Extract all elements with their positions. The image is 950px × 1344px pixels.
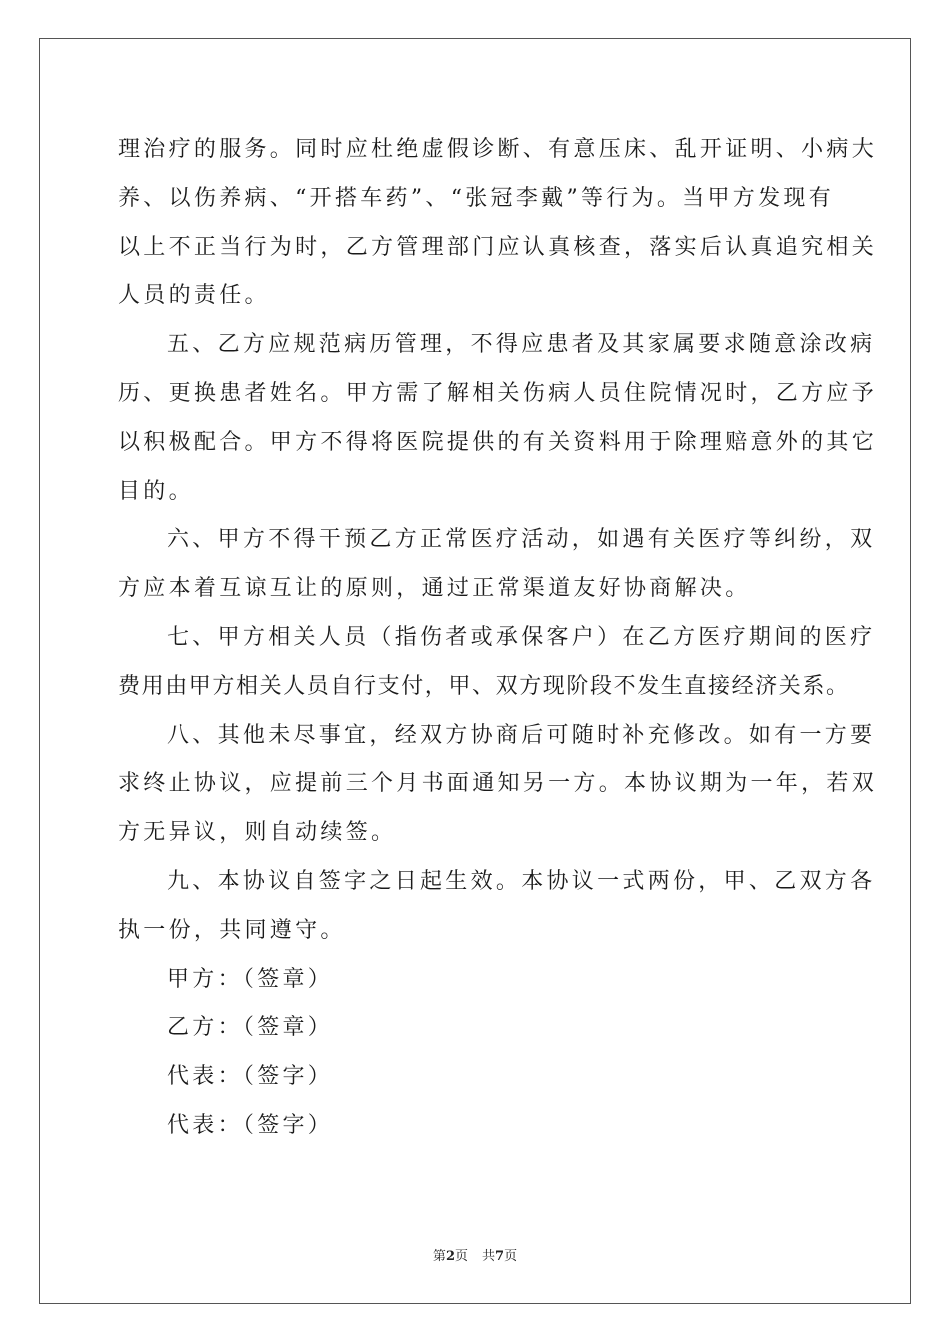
signature-party-a: 甲方：（签章） [167,966,334,992]
paragraph-line: 以积极配合。甲方不得将医院提供的有关资料用于除理赔意外的其它 [118,429,878,455]
footer-page-word: 页 [454,1249,468,1264]
clause-8-line: 八、其他未尽事宜，经双方协商后可随时补充修改。如有一方要 [167,722,876,748]
clause-6-line: 六、甲方不得干预乙方正常医疗活动，如遇有关医疗等纠纷，双 [167,527,876,553]
clause-5-line: 五、乙方应规范病历管理，不得应患者及其家属要求随意涂改病 [167,332,876,358]
paragraph-line: 历、更换患者姓名。甲方需了解相关伤病人员住院情况时，乙方应予 [118,380,878,406]
document-body [118,126,878,1151]
paragraph-line: 理治疗的服务。同时应杜绝虚假诊断、有意压床、乱开证明、小病大 [118,137,878,162]
signature-representative-a: 代表：（签字） [167,1064,334,1090]
paragraph-line: 方应本着互谅互让的原则，通过正常渠道友好协商解决。 [118,576,751,602]
total-pages-number: 7 [495,1249,505,1264]
paragraph-line: 人员的责任。 [118,283,270,309]
clause-7-line: 七、甲方相关人员（指伤者或承保客户）在乙方医疗期间的医疗 [167,624,876,650]
footer-prefix: 第 [432,1249,446,1264]
paragraph-line: 目的。 [118,478,194,504]
footer-total-suffix: 页 [504,1249,518,1264]
paragraph-line: 养、以伤养病、“开搭车药”、“张冠李戴”等行为。当甲方发现有 [118,185,834,211]
page-footer [0,1248,950,1266]
paragraph-line: 求终止协议，应提前三个月书面通知另一方。本协议期为一年，若双 [118,771,878,797]
signature-party-b: 乙方：（签章） [167,1015,334,1041]
clause-9-line: 九、本协议自签字之日起生效。本协议一式两份，甲、乙双方各 [167,868,876,894]
paragraph-line: 方无异议，则自动续签。 [118,820,397,846]
paragraph-line: 以上不正当行为时，乙方管理部门应认真核查，落实后认真追究相关 [118,234,878,260]
footer-total-prefix: 共 [482,1249,496,1264]
paragraph-line: 费用由甲方相关人员自行支付，甲、双方现阶段不发生直接经济关系。 [118,673,850,699]
current-page-number: 2 [445,1249,455,1264]
paragraph-line: 执一份，共同遵守。 [118,917,346,943]
signature-representative-b: 代表：（签字） [167,1112,334,1138]
